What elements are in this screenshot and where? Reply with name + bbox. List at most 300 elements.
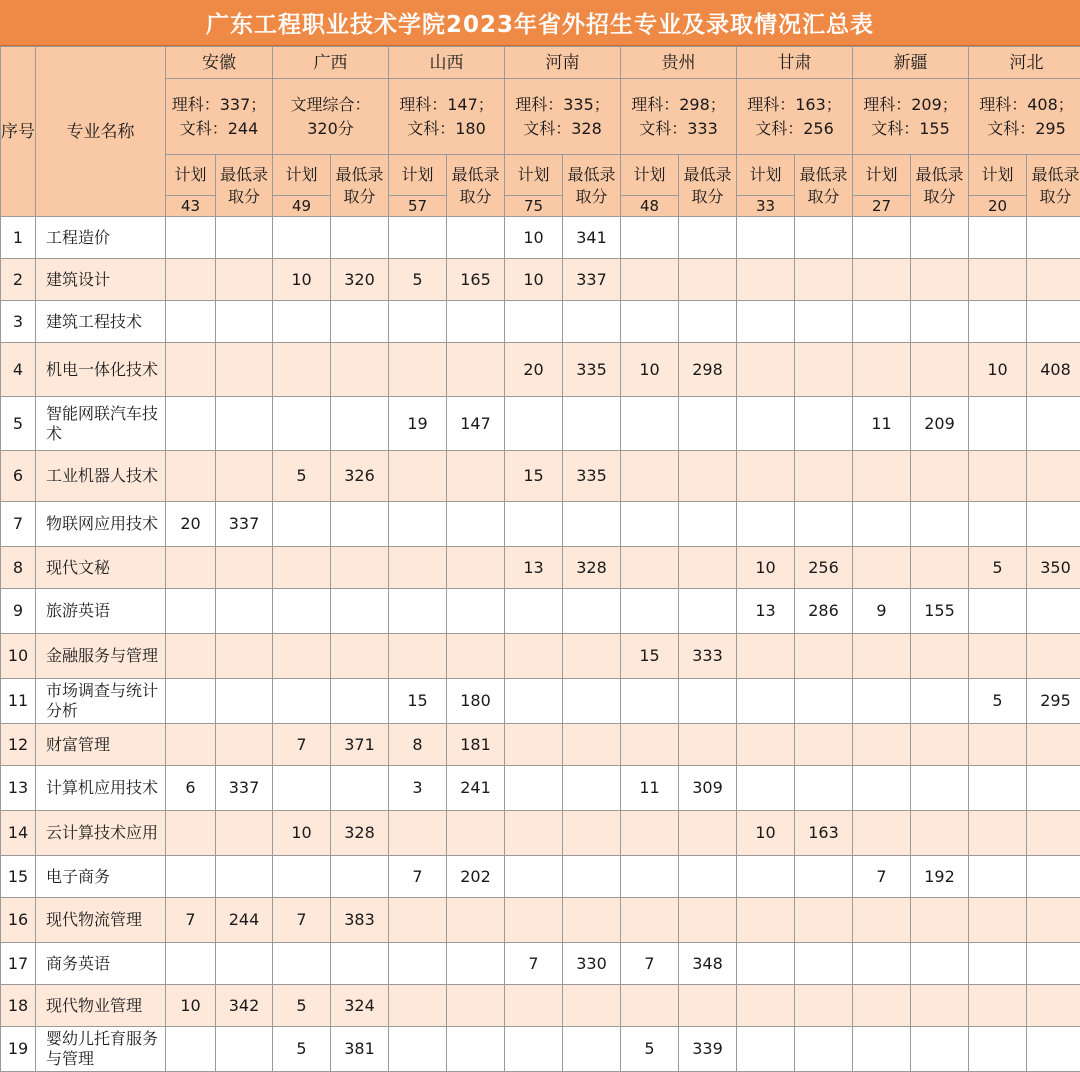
- min-score-cell: [679, 679, 737, 724]
- plan-cell: [505, 856, 563, 898]
- province-name: 山西: [389, 47, 505, 79]
- plan-cell: 15: [621, 634, 679, 679]
- plan-cell: 10: [273, 811, 331, 856]
- min-score-cell: 383: [331, 898, 389, 943]
- major-header: 专业名称: [36, 47, 166, 217]
- table-row: [1, 259, 1080, 301]
- row-seq: 6: [1, 451, 36, 502]
- min-score-cell: [447, 589, 505, 634]
- plan-cell: [389, 589, 447, 634]
- row-major-name: 市场调查与统计分析: [36, 679, 166, 724]
- plan-cell: [505, 502, 563, 547]
- min-score-cell: [563, 301, 621, 343]
- min-score-cell: [331, 301, 389, 343]
- province-name: 广西: [273, 47, 389, 79]
- province-name: 河北: [969, 47, 1080, 79]
- min-score-cell: [679, 811, 737, 856]
- min-score-cell: [795, 217, 853, 259]
- plan-cell: [389, 634, 447, 679]
- min-score-cell: 335: [563, 451, 621, 502]
- plan-cell: 7: [166, 898, 216, 943]
- min-score-cell: 337: [216, 502, 273, 547]
- plan-cell: [853, 811, 911, 856]
- plan-cell: [273, 217, 331, 259]
- min-score-header: 最低录取分: [911, 155, 969, 217]
- min-score-cell: [216, 301, 273, 343]
- plan-total: 57: [389, 196, 447, 217]
- table-row: [1, 679, 1080, 724]
- row-major-name: 计算机应用技术: [36, 766, 166, 811]
- plan-cell: [389, 985, 447, 1027]
- min-score-cell: [331, 589, 389, 634]
- plan-cell: [389, 811, 447, 856]
- min-score-cell: 244: [216, 898, 273, 943]
- plan-cell: [505, 724, 563, 766]
- min-score-cell: [563, 589, 621, 634]
- min-score-cell: [1027, 589, 1080, 634]
- min-score-cell: [216, 259, 273, 301]
- plan-cell: [621, 217, 679, 259]
- table-body: [1, 217, 1080, 1072]
- plan-cell: [853, 502, 911, 547]
- min-score-cell: [563, 856, 621, 898]
- plan-header-label: 计划: [166, 155, 215, 196]
- plan-cell: [273, 856, 331, 898]
- min-score-cell: [1027, 766, 1080, 811]
- plan-cell: [969, 766, 1027, 811]
- plan-cell: [969, 943, 1027, 985]
- plan-cell: [737, 343, 795, 397]
- min-score-cell: [331, 679, 389, 724]
- row-seq: 19: [1, 1027, 36, 1072]
- province-name: 安徽: [166, 47, 273, 79]
- min-score-header: 最低录取分: [795, 155, 853, 217]
- min-score-cell: 408: [1027, 343, 1080, 397]
- min-score-cell: 163: [795, 811, 853, 856]
- plan-cell: [853, 217, 911, 259]
- table-row: [1, 766, 1080, 811]
- table-row: [1, 397, 1080, 451]
- plan-header: 计划: [737, 155, 795, 196]
- plan-cell: 7: [853, 856, 911, 898]
- plan-cell: [166, 547, 216, 589]
- min-score-cell: [216, 811, 273, 856]
- plan-cell: [389, 343, 447, 397]
- plan-cell: [389, 943, 447, 985]
- min-score-cell: [679, 985, 737, 1027]
- score-line-note: 文理综合：320分: [273, 79, 389, 155]
- plan-cell: [166, 397, 216, 451]
- plan-cell: 5: [969, 547, 1027, 589]
- score-line-note: 理科：335；文科：328: [505, 79, 621, 155]
- row-seq: 3: [1, 301, 36, 343]
- plan-cell: 11: [853, 397, 911, 451]
- min-score-cell: [331, 856, 389, 898]
- min-score-cell: [1027, 1027, 1080, 1072]
- plan-cell: [166, 259, 216, 301]
- plan-cell: 10: [166, 985, 216, 1027]
- plan-cell: [273, 502, 331, 547]
- plan-cell: [969, 451, 1027, 502]
- min-score-cell: [911, 985, 969, 1027]
- min-score-cell: [911, 679, 969, 724]
- plan-cell: [853, 451, 911, 502]
- plan-cell: [853, 724, 911, 766]
- plan-cell: 5: [621, 1027, 679, 1072]
- row-major-name: 物联网应用技术: [36, 502, 166, 547]
- score-line-note: 理科：147；文科：180: [389, 79, 505, 155]
- score-line-note: 理科：408；文科：295: [969, 79, 1080, 155]
- plan-cell: [737, 766, 795, 811]
- plan-cell: [166, 679, 216, 724]
- plan-cell: [969, 589, 1027, 634]
- province-name: 甘肃: [737, 47, 853, 79]
- min-score-cell: 339: [679, 1027, 737, 1072]
- row-major-name: 现代物业管理: [36, 985, 166, 1027]
- min-score-cell: [563, 679, 621, 724]
- table-row: [1, 724, 1080, 766]
- table-row: [1, 217, 1080, 259]
- min-score-cell: [911, 451, 969, 502]
- plan-cell: [969, 724, 1027, 766]
- plan-cell: 10: [505, 259, 563, 301]
- plan-cell: 5: [389, 259, 447, 301]
- min-score-cell: 330: [563, 943, 621, 985]
- plan-header: 计划: [505, 155, 563, 196]
- plan-cell: [505, 301, 563, 343]
- plan-cell: [621, 451, 679, 502]
- row-seq: 4: [1, 343, 36, 397]
- plan-cell: [621, 301, 679, 343]
- plan-cell: 7: [389, 856, 447, 898]
- min-score-cell: [331, 217, 389, 259]
- plan-total: 43: [166, 196, 215, 216]
- min-score-cell: [1027, 259, 1080, 301]
- min-score-cell: [679, 589, 737, 634]
- plan-cell: [969, 259, 1027, 301]
- plan-cell: 5: [969, 679, 1027, 724]
- plan-cell: [969, 898, 1027, 943]
- plan-cell: [389, 217, 447, 259]
- plan-cell: [166, 301, 216, 343]
- plan-cell: [969, 811, 1027, 856]
- plan-cell: [166, 634, 216, 679]
- row-seq: 7: [1, 502, 36, 547]
- plan-cell: [273, 943, 331, 985]
- plan-cell: [621, 397, 679, 451]
- min-score-cell: 324: [331, 985, 389, 1027]
- min-score-cell: [795, 301, 853, 343]
- min-score-cell: [679, 301, 737, 343]
- plan-cell: 7: [273, 724, 331, 766]
- min-score-cell: [795, 724, 853, 766]
- plan-header: 计划: [969, 155, 1027, 196]
- row-seq: 15: [1, 856, 36, 898]
- row-major-name: 智能网联汽车技术: [36, 397, 166, 451]
- min-score-cell: [447, 811, 505, 856]
- plan-cell: 10: [737, 547, 795, 589]
- table-row: [1, 811, 1080, 856]
- plan-cell: 13: [505, 547, 563, 589]
- plan-cell: [969, 397, 1027, 451]
- plan-cell: 9: [853, 589, 911, 634]
- plan-total: 20: [969, 196, 1027, 217]
- min-score-cell: [216, 1027, 273, 1072]
- score-line-note: 理科：337；文科：244: [166, 79, 273, 155]
- plan-cell: [273, 301, 331, 343]
- min-score-cell: [679, 451, 737, 502]
- min-score-cell: 295: [1027, 679, 1080, 724]
- min-score-cell: [795, 766, 853, 811]
- plan-cell: [166, 1027, 216, 1072]
- plan-cell: [621, 724, 679, 766]
- min-score-cell: 337: [563, 259, 621, 301]
- plan-total: 27: [853, 196, 911, 217]
- plan-total: 33: [737, 196, 795, 217]
- row-major-name: 机电一体化技术: [36, 343, 166, 397]
- plan-cell: [166, 451, 216, 502]
- min-score-cell: 147: [447, 397, 505, 451]
- min-score-cell: [447, 547, 505, 589]
- plan-cell: [505, 589, 563, 634]
- min-score-cell: [447, 943, 505, 985]
- min-score-cell: [795, 679, 853, 724]
- min-score-cell: 209: [911, 397, 969, 451]
- min-score-header: 最低录取分: [679, 155, 737, 217]
- plan-total: 75: [505, 196, 563, 217]
- plan-cell: [621, 259, 679, 301]
- min-score-cell: [447, 217, 505, 259]
- min-score-cell: [911, 547, 969, 589]
- min-score-cell: [795, 259, 853, 301]
- min-score-cell: [679, 856, 737, 898]
- min-score-cell: [795, 343, 853, 397]
- plan-cell: [505, 679, 563, 724]
- plan-cell: [969, 1027, 1027, 1072]
- row-major-name: 金融服务与管理: [36, 634, 166, 679]
- min-score-cell: [216, 679, 273, 724]
- province-name: 新疆: [853, 47, 969, 79]
- plan-cell: 10: [737, 811, 795, 856]
- min-score-cell: [911, 217, 969, 259]
- table-row: [1, 547, 1080, 589]
- min-score-cell: [331, 766, 389, 811]
- row-seq: 10: [1, 634, 36, 679]
- min-score-cell: [1027, 985, 1080, 1027]
- plan-cell: [969, 217, 1027, 259]
- row-seq: 2: [1, 259, 36, 301]
- row-major-name: 云计算技术应用: [36, 811, 166, 856]
- min-score-cell: [447, 451, 505, 502]
- plan-cell: 3: [389, 766, 447, 811]
- plan-cell: [505, 1027, 563, 1072]
- plan-cell: [621, 985, 679, 1027]
- table-row: [1, 502, 1080, 547]
- plan-cell: 10: [505, 217, 563, 259]
- plan-cell: [273, 547, 331, 589]
- score-line-note: 理科：163；文科：256: [737, 79, 853, 155]
- plan-header: 计划: [389, 155, 447, 196]
- min-score-cell: [795, 898, 853, 943]
- min-score-cell: [911, 724, 969, 766]
- min-score-cell: [563, 766, 621, 811]
- plan-cell: [166, 343, 216, 397]
- min-score-cell: [563, 898, 621, 943]
- min-score-cell: [911, 811, 969, 856]
- plan-cell: [166, 724, 216, 766]
- plan-cell: 5: [273, 1027, 331, 1072]
- admission-table: [0, 46, 1080, 1072]
- plan-cell: [853, 634, 911, 679]
- plan-cell: [737, 856, 795, 898]
- plan-cell: [273, 766, 331, 811]
- plan-total: 48: [621, 196, 679, 217]
- plan-cell: [389, 502, 447, 547]
- min-score-cell: 326: [331, 451, 389, 502]
- table-title: 广东工程职业技术学院2023年省外招生专业及录取情况汇总表: [0, 0, 1080, 46]
- min-score-cell: [795, 502, 853, 547]
- plan-cell: [505, 985, 563, 1027]
- min-score-cell: 298: [679, 343, 737, 397]
- table-row: [1, 451, 1080, 502]
- plan-cell: [737, 634, 795, 679]
- min-score-cell: [1027, 943, 1080, 985]
- min-score-header: 最低录取分: [216, 155, 273, 217]
- province-name: 贵州: [621, 47, 737, 79]
- plan-cell: [737, 502, 795, 547]
- min-score-cell: [911, 634, 969, 679]
- min-score-cell: 337: [216, 766, 273, 811]
- plan-cell: [853, 985, 911, 1027]
- plan-cell: [273, 589, 331, 634]
- min-score-cell: [1027, 451, 1080, 502]
- plan-cell: [969, 502, 1027, 547]
- plan-cell: [853, 343, 911, 397]
- min-score-cell: [216, 217, 273, 259]
- score-line-note: 理科：298；文科：333: [621, 79, 737, 155]
- plan-cell: 5: [273, 985, 331, 1027]
- plan-header: [166, 155, 216, 217]
- row-seq: 11: [1, 679, 36, 724]
- row-seq: 9: [1, 589, 36, 634]
- plan-total: 49: [273, 196, 331, 217]
- min-score-cell: [1027, 634, 1080, 679]
- plan-cell: [505, 766, 563, 811]
- row-major-name: 建筑工程技术: [36, 301, 166, 343]
- plan-cell: [737, 259, 795, 301]
- plan-cell: [621, 856, 679, 898]
- min-score-cell: 165: [447, 259, 505, 301]
- row-seq: 1: [1, 217, 36, 259]
- min-score-cell: [1027, 301, 1080, 343]
- row-seq: 17: [1, 943, 36, 985]
- plan-cell: 15: [389, 679, 447, 724]
- plan-cell: [505, 397, 563, 451]
- min-score-cell: [563, 724, 621, 766]
- plan-cell: [969, 634, 1027, 679]
- province-header-row: [1, 47, 1080, 79]
- plan-cell: 11: [621, 766, 679, 811]
- min-score-cell: [447, 301, 505, 343]
- min-score-cell: [679, 724, 737, 766]
- min-score-header: 最低录取分: [331, 155, 389, 217]
- plan-cell: [273, 679, 331, 724]
- min-score-cell: [679, 259, 737, 301]
- plan-cell: [853, 898, 911, 943]
- plan-cell: [737, 724, 795, 766]
- table-row: [1, 856, 1080, 898]
- plan-cell: [505, 811, 563, 856]
- min-score-cell: [1027, 502, 1080, 547]
- plan-cell: [621, 547, 679, 589]
- min-score-cell: [447, 1027, 505, 1072]
- min-score-cell: 350: [1027, 547, 1080, 589]
- min-score-cell: [447, 898, 505, 943]
- plan-cell: [737, 451, 795, 502]
- min-score-cell: 371: [331, 724, 389, 766]
- min-score-cell: 286: [795, 589, 853, 634]
- plan-cell: [621, 589, 679, 634]
- min-score-cell: 333: [679, 634, 737, 679]
- plan-cell: 13: [737, 589, 795, 634]
- plan-cell: [853, 1027, 911, 1072]
- plan-cell: [969, 985, 1027, 1027]
- plan-cell: [505, 898, 563, 943]
- plan-cell: 19: [389, 397, 447, 451]
- row-major-name: 婴幼儿托育服务与管理: [36, 1027, 166, 1072]
- min-score-cell: [563, 1027, 621, 1072]
- plan-cell: [853, 679, 911, 724]
- row-major-name: 旅游英语: [36, 589, 166, 634]
- min-score-header: 最低录取分: [447, 155, 505, 217]
- min-score-header: 最低录取分: [1027, 155, 1080, 217]
- min-score-cell: [216, 634, 273, 679]
- min-score-cell: [563, 502, 621, 547]
- min-score-cell: [447, 985, 505, 1027]
- min-score-cell: [795, 634, 853, 679]
- plan-cell: [166, 943, 216, 985]
- min-score-cell: 342: [216, 985, 273, 1027]
- plan-cell: [166, 589, 216, 634]
- row-seq: 8: [1, 547, 36, 589]
- min-score-cell: [795, 943, 853, 985]
- seq-header: 序号: [1, 47, 36, 217]
- plan-cell: [737, 301, 795, 343]
- plan-cell: [737, 217, 795, 259]
- plan-cell: [853, 547, 911, 589]
- plan-cell: [166, 217, 216, 259]
- row-seq: 5: [1, 397, 36, 451]
- min-score-cell: [795, 1027, 853, 1072]
- min-score-cell: 155: [911, 589, 969, 634]
- plan-header: 计划: [273, 155, 331, 196]
- table-row: [1, 943, 1080, 985]
- min-score-cell: [331, 397, 389, 451]
- min-score-cell: 241: [447, 766, 505, 811]
- plan-cell: [969, 301, 1027, 343]
- min-score-header: 最低录取分: [563, 155, 621, 217]
- plan-cell: 10: [273, 259, 331, 301]
- plan-cell: [737, 898, 795, 943]
- row-major-name: 电子商务: [36, 856, 166, 898]
- min-score-cell: [911, 502, 969, 547]
- plan-cell: 6: [166, 766, 216, 811]
- plan-cell: 8: [389, 724, 447, 766]
- min-score-cell: [911, 259, 969, 301]
- min-score-cell: [216, 451, 273, 502]
- min-score-cell: 320: [331, 259, 389, 301]
- table-row: [1, 634, 1080, 679]
